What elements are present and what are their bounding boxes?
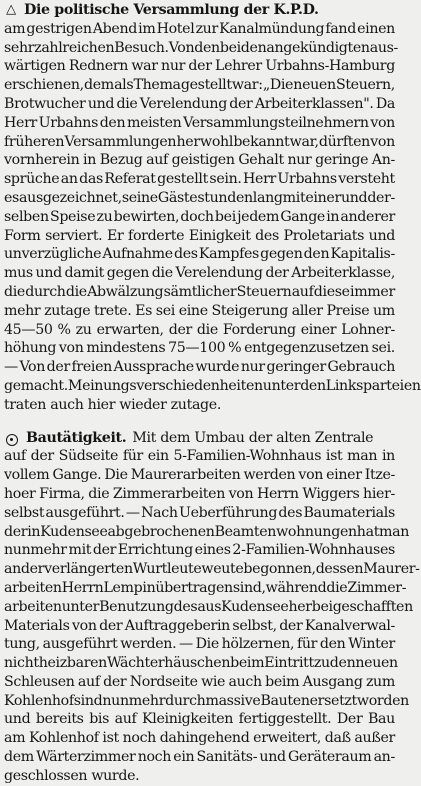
text-line: auf der Südseite für ein 5-Familien-Wohnhaus ist man in — [4, 448, 395, 465]
text-line: mehr zutage trete. Es sei eine Steigerung aller Preise um — [4, 302, 395, 319]
text-line: Herr Urbahns den meisten Versammlungsteilnehmern von — [4, 114, 395, 131]
text-line: Kohlenhof sind nunmehr durch massive Bauten ersetzt worden — [4, 692, 409, 709]
text-line: dem Wärterzimmer noch ein Sanitäts- und Geräteraum an- — [4, 749, 395, 766]
text-line: Brotwucher und die Verelendung der Arbeiterklassen". Da — [4, 95, 395, 112]
text-line: sprüche an das Referat gestellt sein. Herr Urbahns versteht — [4, 171, 395, 188]
text-line: am Kohlenhof ist noch dahingehend erweitert, daß außer — [4, 730, 395, 747]
text-line: die durch die Abwälzung sämtlicher Steuern auf diese immer — [4, 283, 395, 300]
text-line: selbst ausgeführt. — Nach Ueberführung des Baumaterials — [4, 504, 395, 521]
text-line: und bereits bis auf Kleinigkeiten fertiggestellt. Der Bau — [4, 711, 395, 728]
text-line: am gestrigen Abend im Hotel zur Kanalmündung fand einen — [4, 20, 395, 37]
text-line: arbeiten Herrn Lempin übertragen sind, während die Zimmer- — [4, 579, 407, 596]
text-line: wärtigen Rednern war nur der Lehrer Urbahns-Hamburg — [4, 58, 395, 75]
text-line: unverzügliche Aufnahme des Kampfes gegen den Kapitalis- — [4, 246, 395, 263]
article-heading-line — [4, 1, 395, 20]
article-first-line: Mit dem Umbau der alten Zentrale — [132, 429, 374, 446]
text-line: traten auch hier wieder zutage. — [4, 396, 221, 413]
article-body — [4, 447, 420, 785]
text-line: geschlossen wurde. — [4, 767, 140, 784]
text-line: nunmehr mit der Errichtung eines 2-Familien-Wohnhauses — [4, 542, 395, 559]
text-line: vornherein in Bezug auf geistigen Gehalt nur geringe An- — [4, 152, 395, 169]
text-line: früheren Versammlungen her wohl bekannt war, dürften von — [4, 133, 395, 150]
text-line: Schleusen auf der Nordseite wie auch beim Ausgang zum — [4, 673, 395, 690]
text-line: tung, ausgeführt werden. — Die hölzernen, für den Winter — [4, 636, 395, 653]
text-line: selben Speise zu bewirten, doch bei jedem Gange in anderer — [4, 208, 395, 225]
text-line: Materials von der Auftraggeberin selbst, der Kanalverwal- — [4, 617, 395, 634]
text-line: gemacht. Meinungsverschiedenheiten unter den Linksparteien — [4, 377, 421, 394]
circle-dot-marker-icon — [6, 434, 18, 446]
article-heading: Bautätigkeit. — [26, 429, 127, 446]
text-line: hoer Firma, die Zimmerarbeiten von Herrn Wiggers hier- — [4, 485, 395, 502]
article-body — [4, 20, 421, 415]
article-heading: Die politische Versammlung der K.P.D. — [24, 2, 319, 18]
text-line: der in Kudensee abgebrochenen Beamtenwohnungen hat man — [4, 523, 410, 540]
text-line: erschienen, dem als Thema gestellt war: „Die neuen Steuern, — [4, 77, 395, 94]
article-construction — [4, 429, 420, 786]
article-heading-line — [4, 429, 395, 448]
text-line: Form serviert. Er forderte Einigkeit des Proletariats und — [4, 227, 395, 244]
text-line: vollem Gange. Die Maurerarbeiten werden von einer Itze- — [4, 467, 395, 484]
text-line: 45—50 % zu erwarten, der die Forderung einer Lohner- — [4, 321, 395, 338]
text-line: arbeiten unter Benutzung des aus Kudensee herbeigeschafften — [4, 598, 413, 615]
text-line: an der verlängerten Wurtleuteweute begonnen, dessen Maurer- — [4, 561, 420, 578]
text-line: mus und damit gegen die Verelendung der Arbeiterklasse, — [4, 265, 395, 282]
text-line: sehr zahlreichen Besuch. Von den beiden angekündigten aus- — [4, 39, 398, 56]
triangle-marker-icon: △ — [6, 2, 16, 17]
text-line: nicht heizbaren Wächterhäuschen beim Eintritt zu den neuen — [4, 655, 398, 672]
text-line: höhung von mindestens 75—100 % entgegenzusetzen sei. — [4, 340, 395, 357]
text-line: — Von der freien Aussprache wurde nur geringer Gebrauch — [4, 359, 395, 376]
article-separator — [4, 415, 395, 429]
article-political-assembly — [4, 1, 421, 415]
text-line: es ausgezeichnet, seine Gäste stundenlang mit einer und der- — [4, 189, 395, 206]
